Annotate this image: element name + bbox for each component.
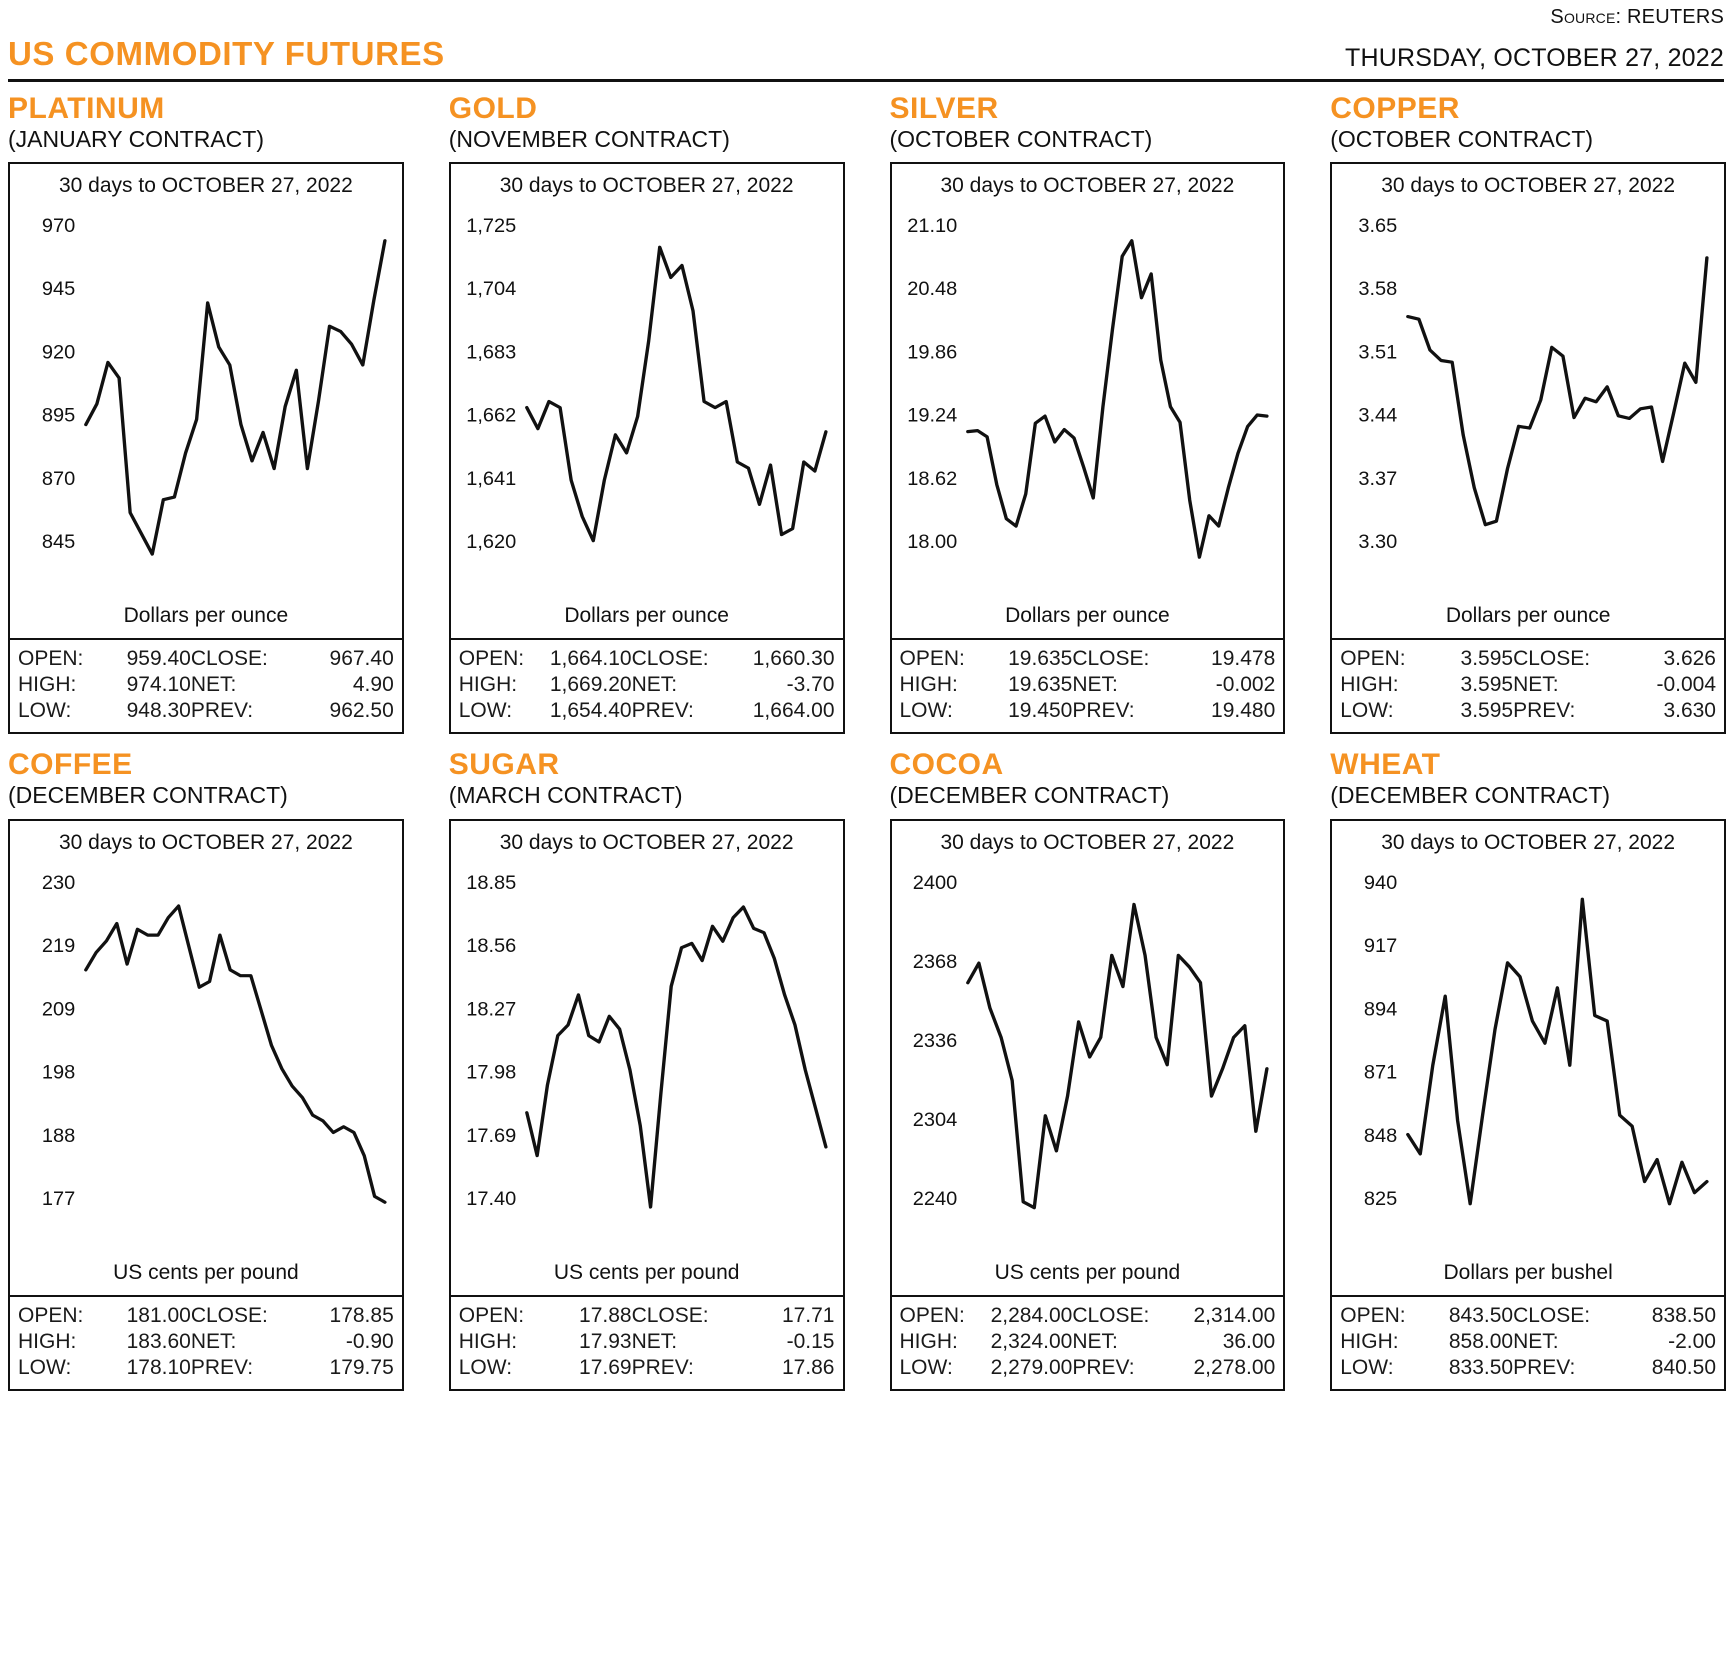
y-axis-tick-label: 18.27 (465, 998, 517, 1020)
stat-value-high: 974.10 (126, 673, 191, 697)
stat-value-close: 2,314.00 (1193, 1303, 1276, 1327)
stat-label-open: OPEN: (899, 647, 965, 671)
stat-value-prev: 179.75 (329, 1355, 394, 1379)
stat-value-high: 17.93 (579, 1329, 632, 1353)
stats-table (1330, 640, 1726, 734)
sparkline-chart (1332, 859, 1724, 1259)
stat-label-open: OPEN: (458, 647, 525, 671)
contract-label: (DECEMBER CONTRACT) (8, 782, 288, 809)
chart-panel (1330, 819, 1726, 1297)
table-row (459, 1303, 835, 1329)
sparkline-chart (1332, 202, 1724, 602)
stat-value-low: 948.30 (126, 699, 191, 723)
stat-label-low: LOW: (1340, 699, 1394, 723)
y-axis-tick-label: 1,725 (465, 215, 517, 238)
price-line (967, 904, 1266, 1207)
y-axis-tick-label: 18.62 (906, 468, 957, 490)
y-axis-tick-label: 21.10 (906, 215, 957, 238)
y-axis-tick-label: 894 (1364, 998, 1398, 1020)
stat-label-net: NET: (1072, 673, 1118, 697)
stat-value-prev: 17.86 (781, 1355, 835, 1379)
y-axis-tick-label: 870 (41, 468, 76, 490)
stat-label-prev: PREV: (1072, 1355, 1135, 1379)
stat-value-prev: 1,664.00 (752, 699, 835, 723)
report-date: THURSDAY, OCTOBER 27, 2022 (1345, 44, 1724, 72)
price-line (86, 906, 385, 1202)
commodity-card-silver (890, 92, 1286, 734)
stat-value-close: 1,660.30 (752, 647, 835, 671)
stat-value-high: 2,324.00 (990, 1329, 1073, 1353)
table-row (900, 672, 1276, 698)
stat-value-low: 19.450 (1008, 699, 1073, 723)
y-axis-tick-label: 2368 (912, 951, 957, 973)
y-axis-tick-label: 2240 (912, 1188, 957, 1210)
commodity-name: PLATINUM (8, 92, 165, 125)
y-axis-tick-label: 1,641 (465, 468, 517, 490)
stats-table (449, 640, 845, 734)
table-row (18, 646, 394, 672)
y-axis-tick-label: 3.44 (1358, 405, 1398, 427)
stat-label-close: CLOSE: (190, 1303, 268, 1327)
y-axis-tick-label: 2400 (912, 872, 957, 894)
commodity-name: WHEAT (1330, 748, 1441, 782)
y-axis-tick-label: 3.51 (1358, 342, 1398, 364)
y-axis-tick-label: 17.69 (465, 1124, 517, 1147)
table-row (900, 646, 1276, 672)
chart-title: 30 days to OCTOBER 27, 2022 (58, 830, 353, 854)
stat-value-prev: 2,278.00 (1193, 1355, 1276, 1379)
stat-value-high: 19.635 (1008, 673, 1073, 697)
stat-label-net: NET: (190, 673, 237, 697)
chart-panel (8, 162, 404, 640)
y-axis-tick-label: 188 (41, 1124, 76, 1147)
stat-value-close: 838.50 (1651, 1303, 1716, 1327)
contract-label: (DECEMBER CONTRACT) (1330, 782, 1611, 809)
price-line (527, 247, 826, 541)
table-row (18, 1329, 394, 1355)
chart-panel (890, 819, 1286, 1297)
stat-label-open: OPEN: (458, 1303, 525, 1327)
y-axis-tick-label: 845 (41, 531, 76, 554)
y-axis-tick-label: 1,683 (465, 342, 517, 364)
y-axis-tick-label: 209 (41, 998, 76, 1020)
stat-label-close: CLOSE: (631, 647, 709, 671)
stat-label-high: HIGH: (18, 1329, 77, 1353)
chart-title: 30 days to OCTOBER 27, 2022 (1381, 830, 1676, 854)
units-label: Dollars per ounce (123, 604, 289, 628)
chart-title: 30 days to OCTOBER 27, 2022 (499, 174, 794, 198)
units-label: Dollars per bushel (1443, 1260, 1613, 1284)
sparkline-chart (451, 859, 843, 1259)
table-row (1340, 646, 1716, 672)
stats-table (8, 640, 404, 734)
stat-value-close: 178.85 (329, 1303, 394, 1327)
table-row (1340, 1329, 1716, 1355)
stat-label-prev: PREV: (1072, 699, 1135, 723)
stat-label-high: HIGH: (1340, 1329, 1399, 1353)
stat-label-open: OPEN: (18, 647, 84, 671)
y-axis-tick-label: 17.98 (465, 1061, 517, 1084)
y-axis-tick-label: 1,662 (465, 405, 517, 427)
sparkline-chart (451, 202, 843, 602)
stat-label-high: HIGH: (899, 673, 958, 697)
stat-label-low: LOW: (1340, 1355, 1394, 1379)
y-axis-tick-label: 825 (1364, 1188, 1398, 1210)
table-row (18, 672, 394, 698)
units-label: Dollars per ounce (1005, 604, 1170, 628)
stat-value-low: 2,279.00 (990, 1355, 1073, 1379)
header-divider (8, 79, 1724, 82)
sparkline-chart (892, 202, 1284, 602)
chart-title: 30 days to OCTOBER 27, 2022 (499, 830, 794, 854)
stat-label-net: NET: (1072, 1329, 1118, 1353)
y-axis-tick-label: 3.58 (1358, 278, 1398, 301)
y-axis-tick-label: 17.40 (465, 1188, 517, 1210)
stat-label-prev: PREV: (631, 699, 694, 723)
chart-panel (449, 819, 845, 1297)
price-line (1408, 258, 1707, 525)
y-axis-tick-label: 18.56 (465, 935, 517, 957)
commodity-name: SUGAR (448, 748, 560, 782)
source-value: REUTERS (1627, 6, 1724, 28)
stat-value-net: -0.004 (1656, 673, 1716, 697)
y-axis-tick-label: 895 (41, 405, 76, 427)
stats-table (890, 1297, 1286, 1391)
y-axis-tick-label: 19.86 (906, 342, 957, 364)
y-axis-tick-label: 2304 (912, 1109, 957, 1131)
units-label: Dollars per ounce (1445, 604, 1611, 628)
price-line (86, 241, 385, 554)
stat-value-low: 3.595 (1460, 699, 1514, 723)
stat-label-high: HIGH: (18, 673, 77, 697)
contract-label: (OCTOBER CONTRACT) (889, 126, 1153, 152)
commodity-card-gold (449, 92, 845, 734)
stat-label-close: CLOSE: (631, 1303, 709, 1327)
commodity-name: COFFEE (8, 748, 133, 782)
stat-value-open: 3.595 (1460, 647, 1514, 671)
units-label: Dollars per ounce (564, 604, 729, 628)
source-label: Source (1550, 6, 1616, 28)
commodity-name: COPPER (1330, 92, 1460, 125)
stat-label-low: LOW: (458, 1355, 513, 1379)
price-line (967, 241, 1266, 558)
stat-value-close: 967.40 (329, 647, 394, 671)
commodity-grid-row-2 (0, 748, 1736, 1390)
stat-value-open: 17.88 (579, 1303, 632, 1327)
y-axis-tick-label: 940 (1364, 872, 1398, 894)
stat-value-open: 181.00 (126, 1303, 191, 1327)
units-label: US cents per pound (553, 1260, 740, 1284)
y-axis-tick-label: 219 (41, 935, 76, 957)
price-line (527, 907, 826, 1207)
table-row (459, 1329, 835, 1355)
stat-label-prev: PREV: (631, 1355, 694, 1379)
table-row (18, 698, 394, 724)
stat-value-close: 3.626 (1663, 647, 1716, 671)
price-line (1408, 899, 1707, 1204)
chart-panel (8, 819, 404, 1297)
stat-value-low: 178.10 (126, 1355, 191, 1379)
table-row (18, 1303, 394, 1329)
commodity-grid-row-1 (0, 92, 1736, 734)
stat-label-close: CLOSE: (1072, 647, 1150, 671)
stat-label-low: LOW: (458, 699, 513, 723)
chart-panel (1330, 162, 1726, 640)
stat-label-net: NET: (631, 673, 678, 697)
stat-value-net: -3.70 (786, 673, 835, 697)
stat-label-close: CLOSE: (1513, 647, 1591, 671)
y-axis-tick-label: 19.24 (906, 405, 957, 427)
stat-value-high: 183.60 (126, 1329, 191, 1353)
contract-label: (DECEMBER CONTRACT) (889, 782, 1170, 809)
stat-label-net: NET: (190, 1329, 237, 1353)
stat-label-open: OPEN: (18, 1303, 84, 1327)
stat-label-net: NET: (1513, 673, 1559, 697)
units-label: US cents per pound (994, 1260, 1181, 1284)
y-axis-tick-label: 18.85 (465, 872, 517, 894)
page-title: US COMMODITY FUTURES (8, 35, 445, 72)
commodity-name: SILVER (889, 92, 999, 125)
commodity-card-wheat (1330, 748, 1726, 1390)
sparkline-chart (10, 202, 402, 602)
table-row (900, 698, 1276, 724)
stat-value-net: -0.15 (786, 1329, 835, 1353)
stat-label-low: LOW: (899, 699, 953, 723)
stat-value-net: -0.002 (1215, 673, 1276, 697)
table-row (459, 672, 835, 698)
chart-panel (449, 162, 845, 640)
y-axis-tick-label: 848 (1364, 1124, 1398, 1147)
contract-label: (OCTOBER CONTRACT) (1330, 126, 1594, 152)
stat-value-low: 833.50 (1448, 1355, 1514, 1379)
y-axis-tick-label: 945 (41, 278, 76, 301)
source-colon: : (1615, 6, 1628, 28)
stat-label-low: LOW: (18, 699, 72, 723)
stat-label-close: CLOSE: (190, 647, 268, 671)
contract-label: (NOVEMBER CONTRACT) (448, 126, 730, 152)
stat-label-net: NET: (631, 1329, 678, 1353)
page-header (0, 0, 1736, 92)
sparkline-chart (10, 859, 402, 1259)
stats-table (8, 1297, 404, 1391)
table-row (1340, 1355, 1716, 1381)
stat-value-open: 843.50 (1448, 1303, 1514, 1327)
commodity-card-copper (1330, 92, 1726, 734)
chart-title: 30 days to OCTOBER 27, 2022 (940, 830, 1235, 854)
stat-label-close: CLOSE: (1072, 1303, 1150, 1327)
stat-value-prev: 840.50 (1651, 1355, 1716, 1379)
stat-label-high: HIGH: (458, 1329, 518, 1353)
contract-label: (MARCH CONTRACT) (448, 782, 683, 809)
stat-label-high: HIGH: (1340, 673, 1399, 697)
stat-label-prev: PREV: (1513, 699, 1576, 723)
stat-value-open: 19.635 (1008, 647, 1073, 671)
stat-value-prev: 3.630 (1663, 699, 1716, 723)
commodity-card-platinum (8, 92, 404, 734)
commodity-card-cocoa (890, 748, 1286, 1390)
stats-table (890, 640, 1286, 734)
stats-table (1330, 1297, 1726, 1391)
stat-value-net: 36.00 (1222, 1329, 1276, 1353)
chart-panel (890, 162, 1286, 640)
table-row (1340, 672, 1716, 698)
stat-label-low: LOW: (18, 1355, 72, 1379)
y-axis-tick-label: 198 (41, 1061, 76, 1084)
y-axis-tick-label: 3.65 (1358, 215, 1398, 238)
y-axis-tick-label: 3.30 (1358, 531, 1398, 554)
table-row (900, 1303, 1276, 1329)
stat-label-prev: PREV: (190, 1355, 254, 1379)
stat-label-open: OPEN: (1340, 647, 1406, 671)
y-axis-tick-label: 177 (41, 1188, 76, 1210)
y-axis-tick-label: 18.00 (906, 531, 957, 554)
y-axis-tick-label: 1,620 (465, 531, 517, 554)
stat-value-net: -0.90 (345, 1329, 394, 1353)
stat-value-close: 17.71 (781, 1303, 835, 1327)
y-axis-tick-label: 920 (41, 342, 76, 364)
stat-value-net: -2.00 (1668, 1329, 1716, 1353)
stat-value-low: 17.69 (579, 1355, 632, 1379)
commodity-name: COCOA (889, 748, 1004, 782)
stat-label-high: HIGH: (899, 1329, 958, 1353)
stat-value-prev: 962.50 (329, 699, 394, 723)
stat-label-open: OPEN: (899, 1303, 965, 1327)
table-row (459, 698, 835, 724)
stat-value-open: 2,284.00 (990, 1303, 1073, 1327)
stat-value-close: 19.478 (1211, 647, 1276, 671)
stat-value-prev: 19.480 (1211, 699, 1276, 723)
stat-label-high: HIGH: (458, 673, 518, 697)
commodity-name: GOLD (448, 92, 538, 125)
chart-title: 30 days to OCTOBER 27, 2022 (58, 174, 353, 198)
table-row (18, 1355, 394, 1381)
chart-title: 30 days to OCTOBER 27, 2022 (940, 174, 1235, 198)
units-label: US cents per pound (113, 1260, 299, 1284)
table-row (900, 1355, 1276, 1381)
stat-value-open: 959.40 (126, 647, 191, 671)
y-axis-tick-label: 3.37 (1358, 468, 1398, 490)
chart-title: 30 days to OCTOBER 27, 2022 (1381, 174, 1676, 198)
y-axis-tick-label: 871 (1364, 1061, 1398, 1084)
stat-value-high: 858.00 (1448, 1329, 1514, 1353)
y-axis-tick-label: 1,704 (465, 278, 517, 301)
y-axis-tick-label: 230 (41, 872, 76, 894)
source-line (8, 6, 1724, 29)
y-axis-tick-label: 2336 (912, 1030, 957, 1052)
stat-value-high: 1,669.20 (549, 673, 632, 697)
stat-label-open: OPEN: (1340, 1303, 1406, 1327)
stat-value-high: 3.595 (1460, 673, 1514, 697)
table-row (459, 1355, 835, 1381)
table-row (459, 646, 835, 672)
stats-table (449, 1297, 845, 1391)
y-axis-tick-label: 970 (41, 215, 76, 238)
table-row (900, 1329, 1276, 1355)
stat-label-low: LOW: (899, 1355, 953, 1379)
stat-value-open: 1,664.10 (549, 647, 632, 671)
table-row (1340, 1303, 1716, 1329)
table-row (1340, 698, 1716, 724)
commodity-card-coffee (8, 748, 404, 1390)
y-axis-tick-label: 20.48 (906, 278, 957, 301)
y-axis-tick-label: 917 (1364, 935, 1398, 957)
commodity-card-sugar (449, 748, 845, 1390)
stat-value-low: 1,654.40 (549, 699, 632, 723)
contract-label: (JANUARY CONTRACT) (8, 126, 264, 152)
stat-label-prev: PREV: (1513, 1355, 1576, 1379)
sparkline-chart (892, 859, 1284, 1259)
stat-label-net: NET: (1513, 1329, 1559, 1353)
stat-label-close: CLOSE: (1513, 1303, 1591, 1327)
stat-value-net: 4.90 (352, 673, 394, 697)
stat-label-prev: PREV: (190, 699, 254, 723)
